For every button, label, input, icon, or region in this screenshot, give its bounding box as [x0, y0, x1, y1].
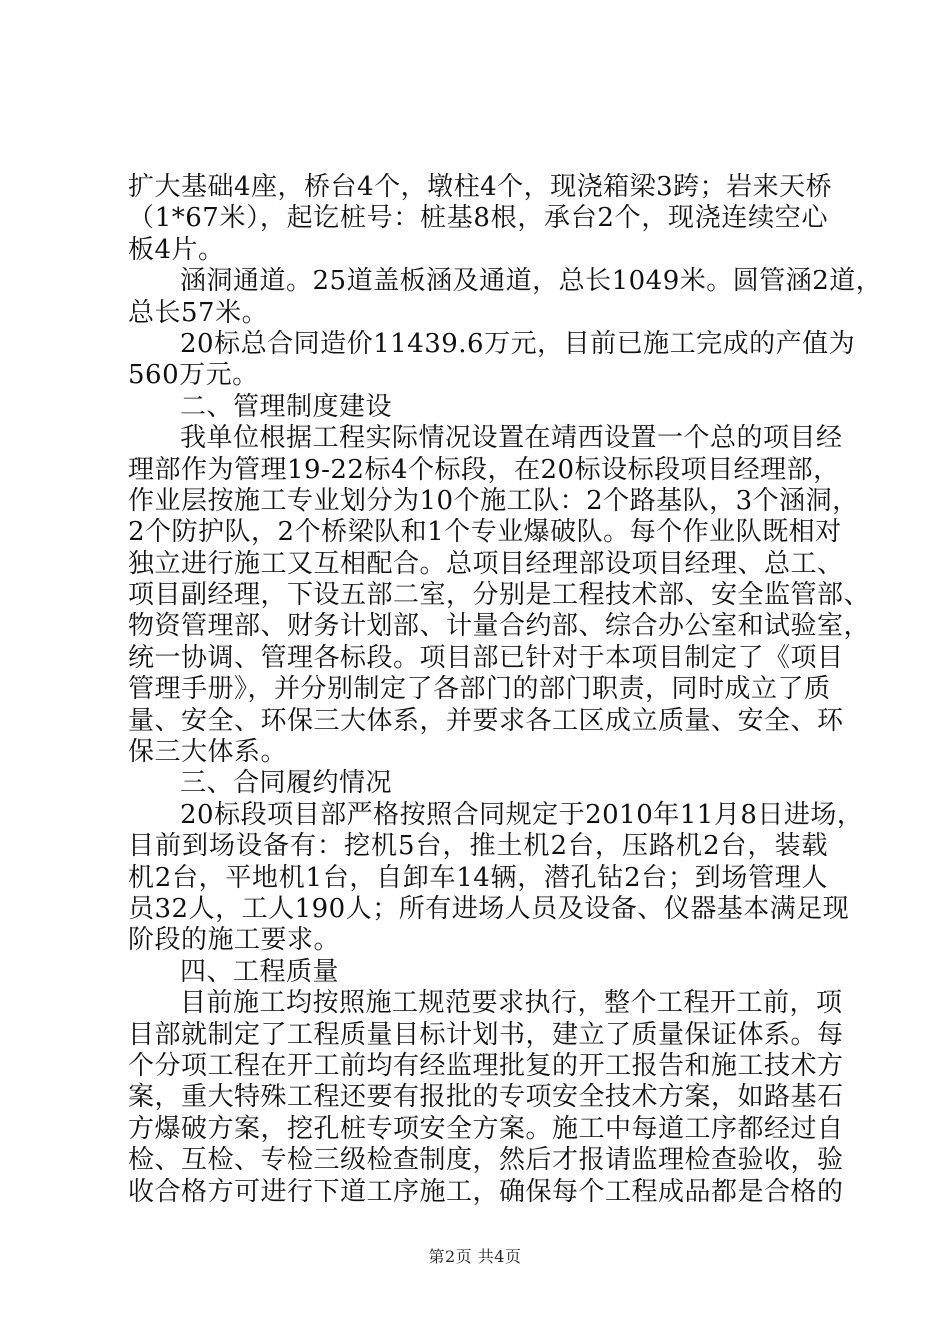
text-line: 阶段的施工要求。 — [128, 925, 341, 956]
text-line: 四、工程质量 — [180, 956, 340, 987]
text-line: 管理手册》，并分别制定了各部门的部门职责，同时成立了质 — [128, 674, 831, 705]
text-line: （1*67米），起讫桩号：桩基8根，承台2个，现浇连续空心 — [128, 203, 828, 234]
text-line: 三、合同履约情况 — [180, 768, 393, 799]
text-line: 方爆破方案，挖孔桩专项安全方案。施工中每道工序都经过自 — [128, 1113, 844, 1144]
text-line: 案，重大特殊工程还要有报批的专项安全技术方案，如路基石 — [128, 1082, 844, 1113]
text-line: 总长57米。 — [128, 297, 269, 328]
text-line: 涵洞通道。25道盖板涵及通道，总长1049米。圆管涵2道， — [180, 266, 883, 297]
text-line: 目前施工均按照施工规范要求执行，整个工程开工前，项 — [180, 988, 843, 1019]
text-line: 物资管理部、财务计划部、计量合约部、综合办公室和试验室， — [128, 611, 871, 642]
page-footer — [0, 1244, 950, 1267]
text-line: 机2台，平地机1台，自卸车14辆，潜孔钻2台；到场管理人 — [128, 862, 828, 893]
text-line: 量、安全、环保三大体系，并要求各工区成立质量、安全、环 — [128, 705, 844, 736]
text-line: 统一协调、管理各标段。项目部已针对于本项目制定了《项目 — [128, 642, 844, 673]
document-body — [128, 172, 883, 1208]
text-line: 2个防护队，2个桥梁队和1个专业爆破队。每个作业队既相对 — [128, 517, 842, 548]
text-line: 目前到场设备有：挖机5台，推土机2台，压路机2台，装载 — [128, 831, 828, 862]
text-line: 个分项工程在开工前均有经监理批复的开工报告和施工技术方 — [128, 1050, 844, 1081]
text-line: 目部就制定了工程质量目标计划书，建立了质量保证体系。每 — [128, 1019, 844, 1050]
text-line: 理部作为管理19-22标4个标段，在20标设标段项目经理部， — [128, 454, 840, 485]
text-line: 板4片。 — [128, 234, 225, 265]
text-line: 项目副经理，下设五部二室，分别是工程技术部、安全监管部、 — [128, 580, 871, 611]
text-line: 检、互检、专检三级检查制度，然后才报请监理检查验收，验 — [128, 1145, 844, 1176]
text-line: 保三大体系。 — [128, 737, 288, 768]
text-line: 作业层按施工专业划分为10个施工队：2个路基队，3个涵洞， — [128, 485, 859, 516]
text-line: 员32人，工人190人；所有进场人员及设备、仪器基本满足现 — [128, 893, 850, 924]
text-line: 560万元。 — [128, 360, 259, 391]
text-line: 20标总合同造价11439.6万元，目前已施工完成的产值为 — [180, 328, 856, 359]
text-line: 我单位根据工程实际情况设置在靖西设置一个总的项目经 — [180, 423, 843, 454]
text-line: 二、管理制度建设 — [180, 391, 393, 422]
text-line: 扩大基础4座，桥台4个，墩柱4个，现浇箱梁3跨；岩来天桥 — [128, 172, 833, 202]
text-line: 独立进行施工又互相配合。总项目经理部设项目经理、总工、 — [128, 548, 844, 579]
text-line: 收合格方可进行下道工序施工，确保每个工程成品都是合格的 — [128, 1176, 844, 1207]
page-number-label: 第2页 共4页 — [428, 1247, 522, 1266]
text-line: 20标段项目部严格按照合同规定于2010年11月8日进场， — [180, 799, 864, 830]
